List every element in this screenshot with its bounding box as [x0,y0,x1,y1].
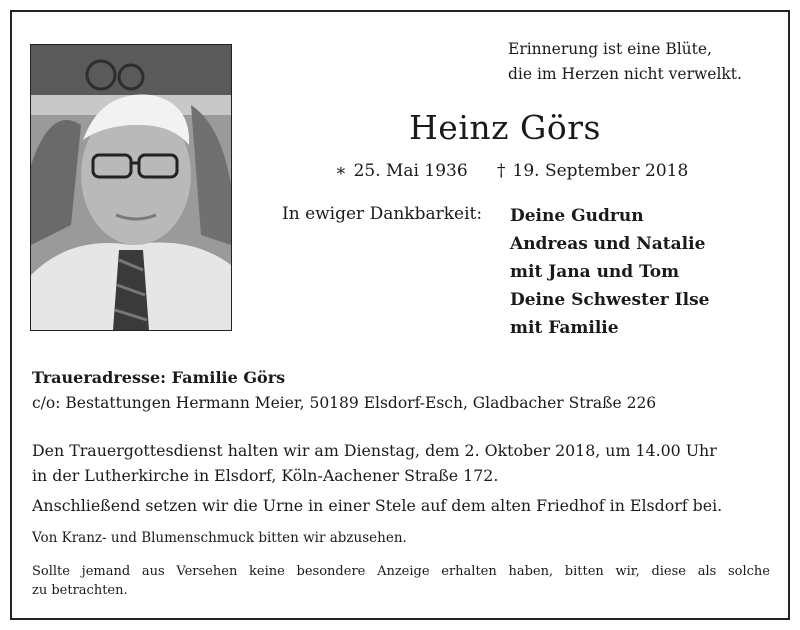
death-cross-icon: † [497,161,506,181]
birth-date-text: 25. Mai 1936 [353,161,468,181]
portrait-image [31,45,231,330]
mourner-item: Andreas und Natalie [510,234,706,254]
mourner-item: Deine Schwester Ilse [510,290,710,310]
service-info [32,438,717,488]
service-line: Den Trauergottesdienst halten wir am Dienstag, dem 2. Oktober 2018, um 14.00 Uhr [32,441,717,460]
mourner-item: mit Familie [510,318,619,338]
service-line: in der Lutherkirche in Elsdorf, Köln-Aachener Straße 172. [32,466,499,485]
address-line: c/o: Bestattungen Hermann Meier, 50189 Elsdorf-Esch, Gladbacher Straße 226 [32,394,657,412]
death-date-text: 19. September 2018 [512,161,689,181]
motto-line: die im Herzen nicht verwelkt. [508,65,742,83]
motto-line: Erinnerung ist eine Blüte, [508,40,712,58]
death-date [497,161,688,181]
mourners-list [510,202,709,342]
notice-line: Sollte jemand aus Versehen keine besondere Anzeige erhalten haben, bitten wir, diese als solche [32,564,770,579]
urn-burial-info: Anschließend setzen wir die Urne in einer Stele auf dem alten Friedhof in Elsdorf bei. [32,496,723,515]
notice-line: zu betrachten. [32,583,128,598]
address-title: Traueradresse: Familie Görs [32,368,286,387]
memorial-motto [508,37,768,87]
birth-star-icon: ∗ [335,161,347,181]
portrait-photo [30,44,232,331]
flowers-note: Von Kranz- und Blumenschmuck bitten wir abzusehen. [32,530,407,546]
mourner-item: Deine Gudrun [510,206,644,226]
mourner-item: mit Jana und Tom [510,262,680,282]
notice-text [32,562,770,600]
birth-date [335,161,468,181]
deceased-name: Heinz Görs [409,108,601,147]
thanks-label: In ewiger Dankbarkeit: [282,204,483,224]
